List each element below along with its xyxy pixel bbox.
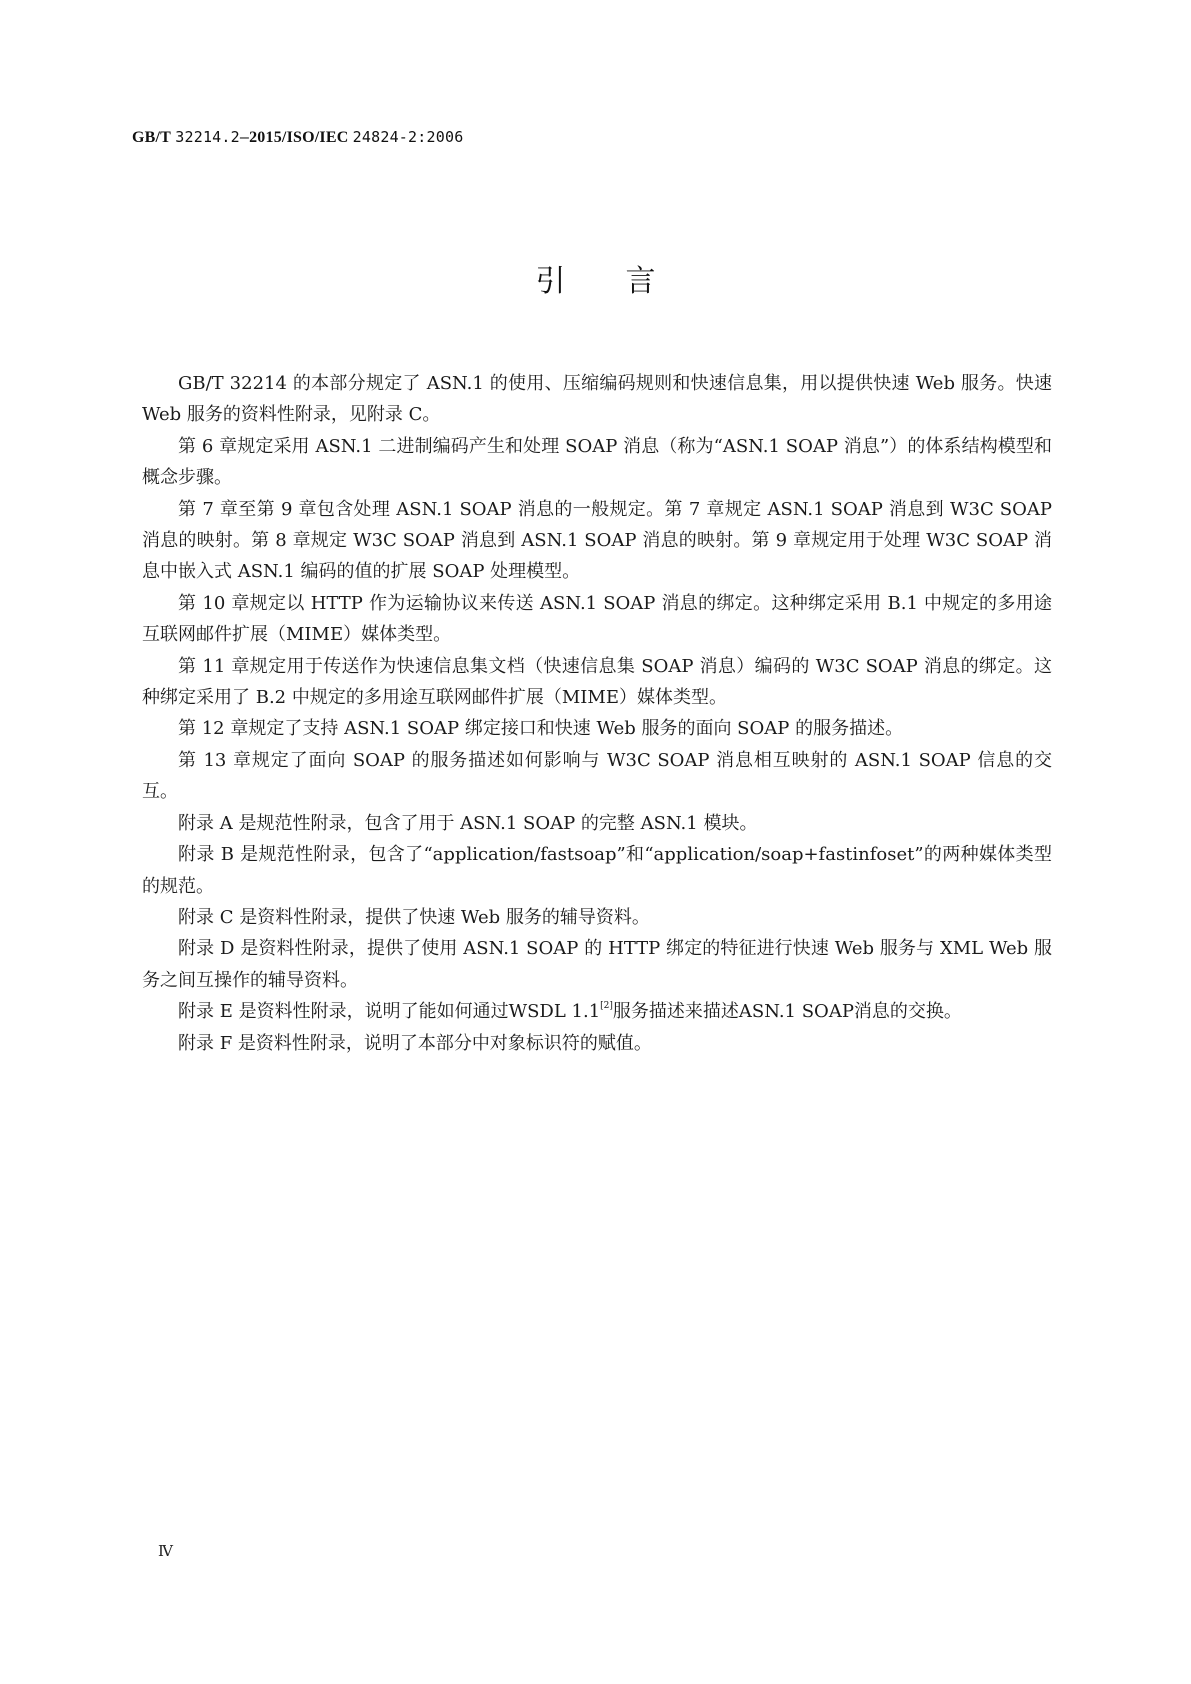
- paragraph-chapter-13: 第 13 章规定了面向 SOAP 的服务描述如何影响与 W3C SOAP 消息相互映射的 ASN.1 SOAP 信息的交互。: [142, 749, 1052, 803]
- standard-year: 2015: [249, 129, 282, 146]
- reference-citation: [2]: [600, 1001, 613, 1012]
- paragraph-chapter-11: 第 11 章规定用于传送作为快速信息集文档（快速信息集 SOAP 消息）编码的 W3C SOAP 消息的绑定。这种绑定采用了 B.2 中规定的多用途互联网邮件扩展（MIME）媒体类型。: [142, 655, 1052, 709]
- document-header: [132, 128, 463, 147]
- page-title: 引言: [535, 264, 716, 299]
- paragraph-annex-d: 附录 D 是资料性附录，提供了使用 ASN.1 SOAP 的 HTTP 绑定的特征进行快速 Web 服务与 XML Web 服务之间互操作的辅导资料。: [142, 938, 1052, 991]
- paragraph-chapter-6: 第 6 章规定采用 ASN.1 二进制编码产生和处理 SOAP 消息（称为“ASN.1 SOAP 消息”）的体系结构模型和概念步骤。: [142, 435, 1052, 489]
- paragraph-annex-a: 附录 A 是规范性附录，包含了用于 ASN.1 SOAP 的完整 ASN.1 模块。: [178, 812, 758, 834]
- iso-part: ISO/IEC: [286, 129, 349, 146]
- standard-number: 32214.2: [175, 128, 240, 146]
- annex-e-text-after: 服务描述来描述ASN.1 SOAP消息的交换。: [612, 1001, 962, 1023]
- iso-number: 24824-2:2006: [352, 128, 464, 146]
- page-number: Ⅳ: [158, 1544, 173, 1560]
- introduction-body: [142, 368, 1052, 1059]
- paragraph-annex-b: 附录 B 是规范性附录，包含了“application/fastsoap”和“application/soap+fastinfoset”的两种媒体类型的规范。: [142, 844, 1052, 897]
- header-dash: —: [239, 128, 250, 146]
- standard-prefix: GB/T: [132, 129, 172, 146]
- paragraph-annex-c: 附录 C 是资料性附录，提供了快速 Web 服务的辅导资料。: [178, 906, 650, 928]
- paragraph-annex-f: 附录 F 是资料性附录，说明了本部分中对象标识符的赋值。: [178, 1032, 652, 1054]
- paragraph-chapter-10: 第 10 章规定以 HTTP 作为运输协议来传送 ASN.1 SOAP 消息的绑定。这种绑定采用 B.1 中规定的多用途互联网邮件扩展（MIME）媒体类型。: [142, 592, 1052, 646]
- paragraph-chapter-12: 第 12 章规定了支持 ASN.1 SOAP 绑定接口和快速 Web 服务的面向 SOAP 的服务描述。: [178, 718, 904, 740]
- annex-e-text-before: 附录 E 是资料性附录，说明了能如何通过WSDL 1.1: [178, 1001, 601, 1023]
- paragraph-annex-e: [142, 996, 1052, 1027]
- header-slash: /: [281, 129, 287, 146]
- paragraph-scope: GB/T 32214 的本部分规定了 ASN.1 的使用、压缩编码规则和快速信息集，用以提供快速 Web 服务。快速 Web 服务的资料性附录，见附录 C。: [142, 373, 1052, 426]
- paragraph-chapters-7-9: 第 7 章至第 9 章包含处理 ASN.1 SOAP 消息的一般规定。第 7 章规定 ASN.1 SOAP 消息到 W3C SOAP 消息的映射。第 8 章规定 W3C SOAP 消息到 ASN.1 SOAP 消息的映射。第 9 章规定用于处理 W3C SOAP 消息中嵌入式 ASN.1 编码的值的扩展 SOAP 处理模型。: [142, 498, 1052, 583]
